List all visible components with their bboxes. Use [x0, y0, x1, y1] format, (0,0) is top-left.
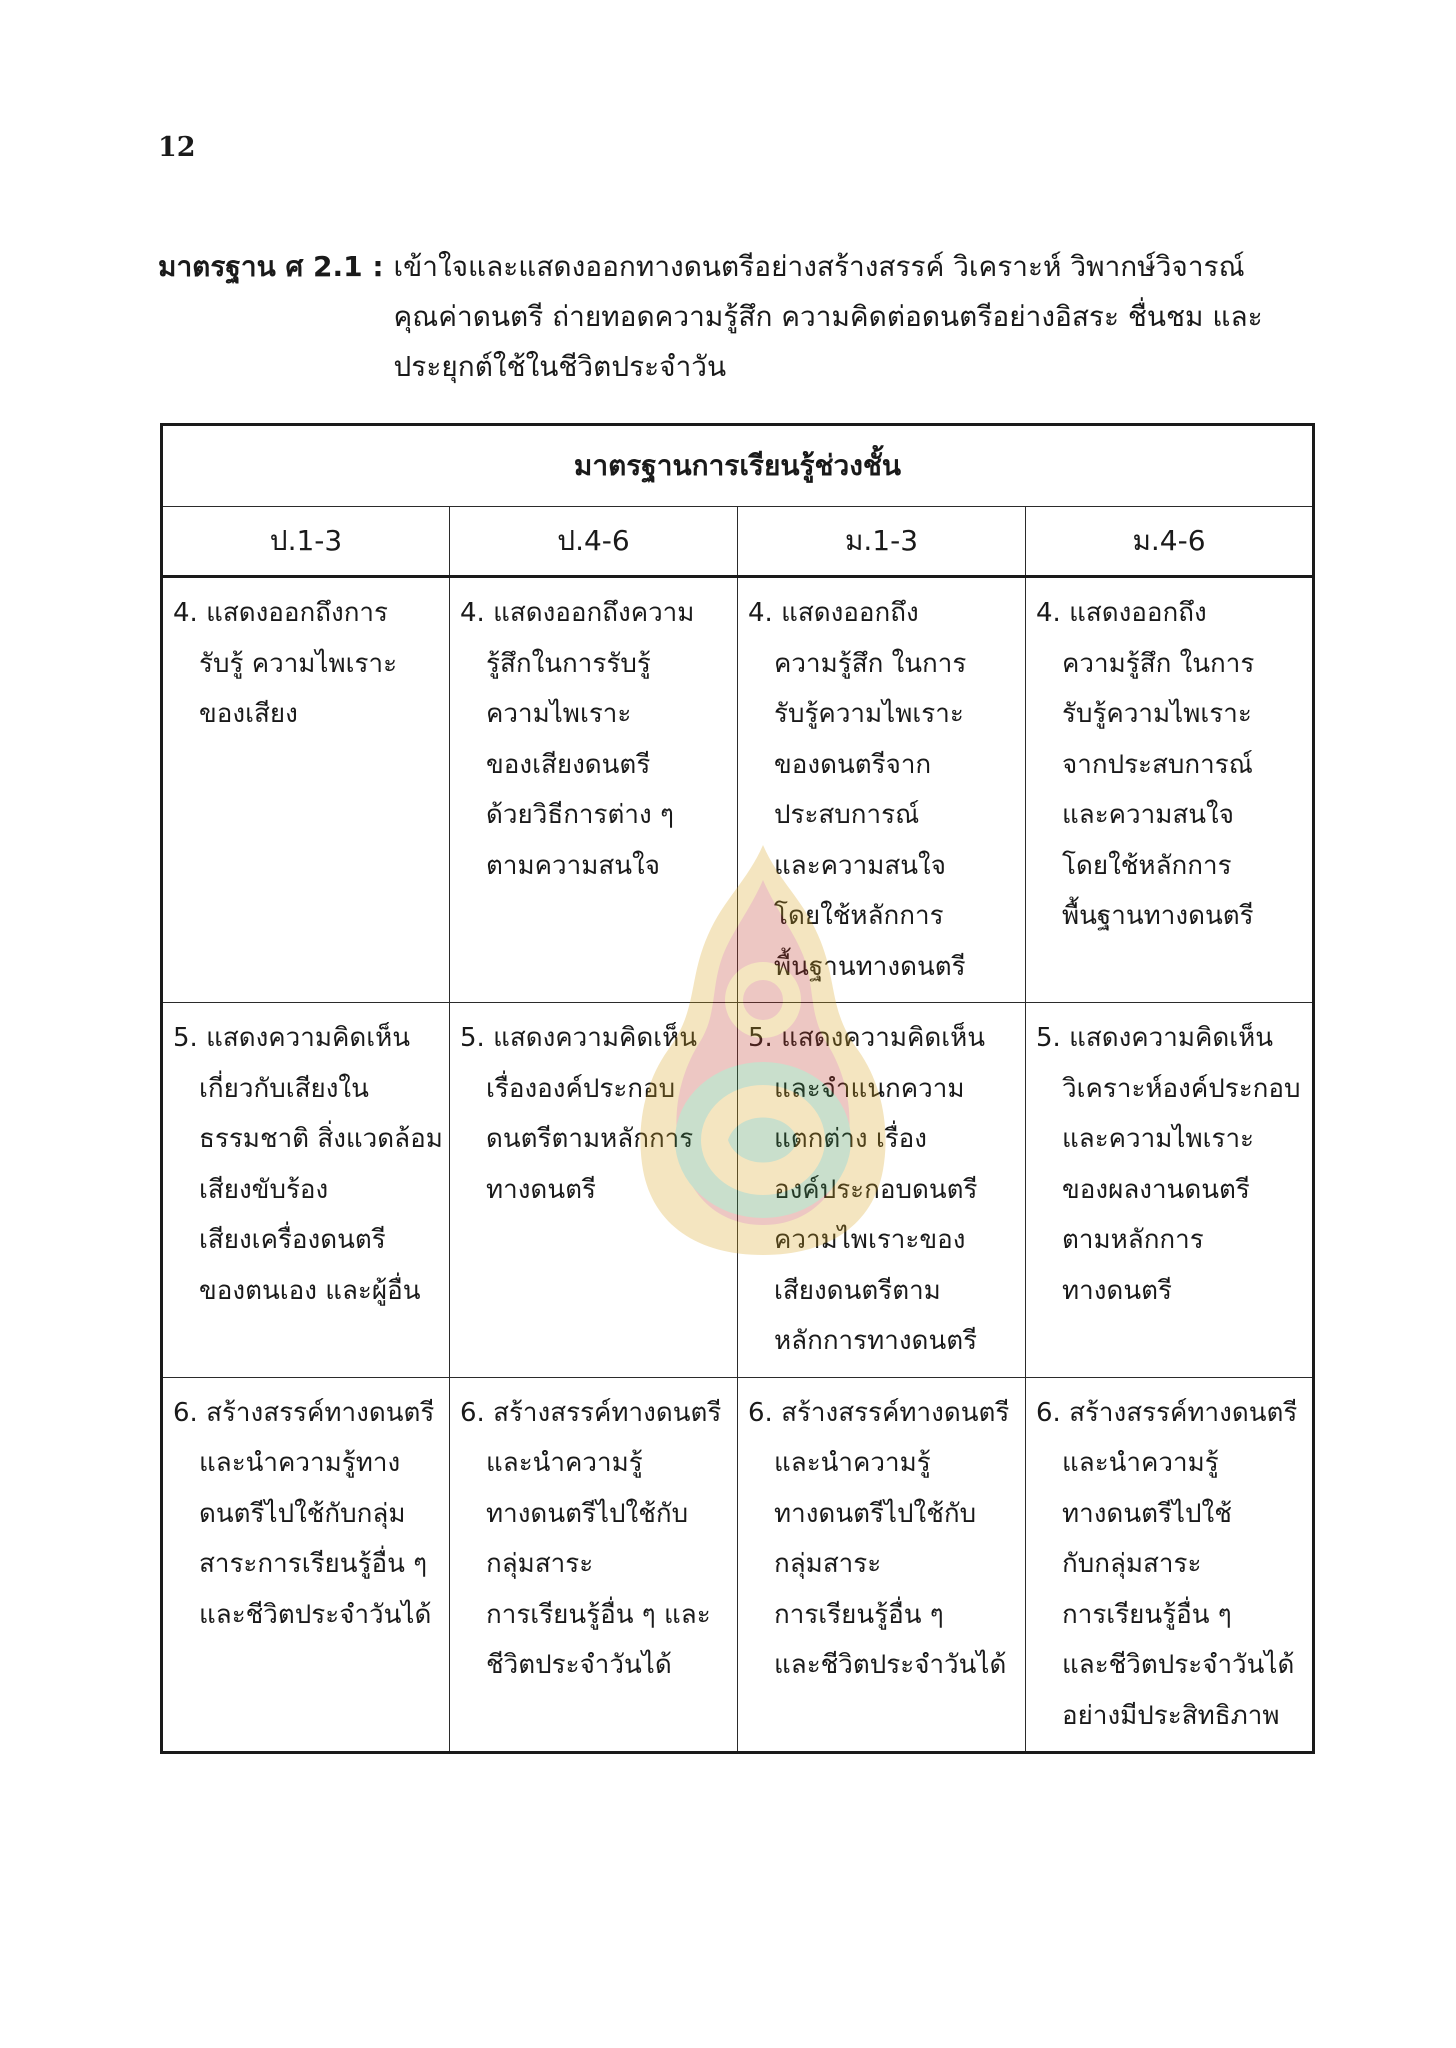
cell-line: ทางดนตรีไปใช้ — [1062, 1498, 1232, 1529]
cell-line: และจำแนกความ — [774, 1073, 965, 1104]
cell-line: กลุ่มสาระ — [486, 1549, 594, 1579]
cell-line: ทางดนตรีไปใช้กับ — [774, 1498, 977, 1529]
cell-line: ความไพเราะของ — [774, 1225, 966, 1255]
table-row — [162, 1377, 1314, 1753]
cell-line: ของดนตรีจาก — [774, 749, 932, 780]
cell-line: รับรู้ความไพเราะ — [774, 699, 964, 729]
cell-line: ความไพเราะ — [486, 699, 632, 729]
table-cell-m1-3 — [738, 1003, 1026, 1378]
level-header-p4-6: ป.4-6 — [450, 507, 738, 577]
level-header-p1-3: ป.1-3 — [162, 507, 450, 577]
cell-line: ชีวิตประจำวันได้ — [486, 1650, 672, 1680]
table-cell-p4-6 — [450, 1003, 738, 1378]
cell-line: 6. สร้างสรรค์ทางดนตรี — [748, 1397, 1010, 1428]
cell-line: และชีวิตประจำวันได้ — [1062, 1650, 1295, 1680]
table-cell-p4-6 — [450, 1377, 738, 1753]
table-cell-m1-3 — [738, 1377, 1026, 1753]
table-body — [162, 577, 1314, 1753]
cell-line: เสียงเครื่องดนตรี — [199, 1225, 386, 1255]
cell-line: พื้นฐานทางดนตรี — [1062, 901, 1254, 931]
cell-line: ของเสียง — [199, 699, 298, 729]
cell-line: ประสบการณ์ — [774, 800, 920, 830]
table-group-header: มาตรฐานการเรียนรู้ช่วงชั้น — [162, 425, 1314, 507]
cell-line: การเรียนรู้อื่น ๆ — [774, 1599, 944, 1630]
table-row — [162, 1003, 1314, 1378]
level-header-m4-6: ม.4-6 — [1026, 507, 1314, 577]
cell-line: รู้สึกในการรับรู้ — [486, 648, 651, 679]
cell-line: 5. แสดงความคิดเห็น — [1036, 1023, 1274, 1053]
level-header-m1-3: ม.1-3 — [738, 507, 1026, 577]
cell-line: 4. แสดงออกถึงความ — [460, 598, 695, 628]
table-cell-p1-3 — [162, 1377, 450, 1753]
cell-line: เสียงขับร้อง — [199, 1174, 329, 1205]
learning-standards-table — [160, 423, 1315, 1754]
cell-line: ทางดนตรี — [1062, 1275, 1172, 1306]
cell-line: ด้วยวิธีการต่าง ๆ — [486, 800, 674, 830]
standards-table — [160, 423, 1315, 1754]
cell-line: และนำความรู้ — [486, 1448, 643, 1478]
cell-line: การเรียนรู้อื่น ๆ — [1062, 1599, 1232, 1630]
cell-line: การเรียนรู้อื่น ๆ และ — [486, 1599, 711, 1630]
cell-line: ดนตรีตามหลักการ — [486, 1124, 694, 1154]
cell-line: ความรู้สึก ในการ — [1062, 648, 1255, 679]
cell-line: ของผลงานดนตรี — [1062, 1174, 1250, 1205]
cell-line: เรื่ององค์ประกอบ — [486, 1073, 676, 1104]
standard-text — [394, 242, 1320, 392]
table-cell-m1-3 — [738, 577, 1026, 1003]
cell-line: 6. สร้างสรรค์ทางดนตรี — [1036, 1397, 1298, 1428]
cell-line: ตามหลักการ — [1062, 1225, 1204, 1255]
cell-line: โดยใช้หลักการ — [1062, 850, 1232, 881]
table-cell-p4-6 — [450, 577, 738, 1003]
standard-statement — [158, 242, 1320, 392]
cell-line: รับรู้ความไพเราะ — [1062, 699, 1252, 729]
cell-line: 5. แสดงความคิดเห็น — [748, 1023, 986, 1053]
cell-line: โดยใช้หลักการ — [774, 901, 944, 931]
cell-line: 4. แสดงออกถึง — [748, 598, 919, 628]
cell-line: ของตนเอง และผู้อื่น — [199, 1275, 421, 1306]
cell-line: หลักการทางดนตรี — [774, 1326, 978, 1356]
cell-line: 4. แสดงออกถึงการ — [173, 598, 388, 628]
cell-line: 5. แสดงความคิดเห็น — [173, 1023, 411, 1053]
cell-line: รับรู้ ความไพเราะ — [199, 648, 398, 679]
cell-line: วิเคราะห์องค์ประกอบ — [1062, 1073, 1301, 1104]
standard-line: คุณค่าดนตรี ถ่ายทอดความรู้สึก ความคิดต่อดนตรีอย่างอิสระ ชื่นชม และ — [393, 300, 1263, 333]
table-cell-p1-3 — [162, 1003, 450, 1378]
cell-line: และชีวิตประจำวันได้ — [774, 1650, 1007, 1680]
cell-line: ทางดนตรีไปใช้กับ — [486, 1498, 689, 1529]
standard-line: ประยุกต์ใช้ในชีวิตประจำวัน — [393, 350, 727, 383]
table-cell-m4-6 — [1026, 577, 1314, 1003]
cell-line: และชีวิตประจำวันได้ — [199, 1599, 432, 1630]
cell-line: กับกลุ่มสาระ — [1062, 1549, 1202, 1579]
cell-line: ของเสียงดนตรี — [486, 749, 651, 780]
cell-line: ทางดนตรี — [486, 1174, 596, 1205]
cell-line: 6. สร้างสรรค์ทางดนตรี — [173, 1397, 435, 1428]
cell-line: แตกต่าง เรื่อง — [774, 1124, 927, 1154]
table-row — [162, 577, 1314, 1003]
standard-label: มาตรฐาน ศ 2.1 : — [158, 250, 384, 283]
cell-line: และความสนใจ — [774, 850, 946, 881]
cell-line: และความสนใจ — [1062, 800, 1234, 830]
cell-line: และความไพเราะ — [1062, 1124, 1255, 1154]
cell-line: เกี่ยวกับเสียงใน — [199, 1073, 369, 1104]
table-cell-m4-6 — [1026, 1003, 1314, 1378]
cell-line: 6. สร้างสรรค์ทางดนตรี — [460, 1397, 722, 1428]
cell-line: และนำความรู้ — [774, 1448, 931, 1478]
cell-line: ตามความสนใจ — [486, 850, 660, 881]
cell-line: พื้นฐานทางดนตรี — [774, 951, 966, 982]
table-cell-m4-6 — [1026, 1377, 1314, 1753]
table-cell-p1-3 — [162, 577, 450, 1003]
cell-line: สาระการเรียนรู้อื่น ๆ — [199, 1549, 428, 1579]
cell-line: องค์ประกอบดนตรี — [774, 1174, 978, 1205]
cell-line: 4. แสดงออกถึง — [1036, 598, 1207, 628]
cell-line: เสียงดนตรีตาม — [774, 1275, 941, 1306]
cell-line: และนำความรู้ทาง — [199, 1448, 401, 1478]
cell-line: และนำความรู้ — [1062, 1448, 1219, 1478]
standard-line: เข้าใจและแสดงออกทางดนตรีอย่างสร้างสรรค์ วิเคราะห์ วิพากษ์วิจารณ์ — [393, 250, 1245, 283]
cell-line: ดนตรีไปใช้กับกลุ่ม — [199, 1498, 406, 1529]
cell-line: จากประสบการณ์ — [1062, 749, 1253, 780]
cell-line: อย่างมีประสิทธิภาพ — [1062, 1700, 1280, 1731]
cell-line: กลุ่มสาระ — [774, 1549, 882, 1579]
cell-line: 5. แสดงความคิดเห็น — [460, 1023, 698, 1053]
cell-line: ความรู้สึก ในการ — [774, 648, 967, 679]
page-number: 12 — [158, 132, 196, 163]
cell-line: ธรรมชาติ สิ่งแวดล้อม — [199, 1124, 443, 1154]
